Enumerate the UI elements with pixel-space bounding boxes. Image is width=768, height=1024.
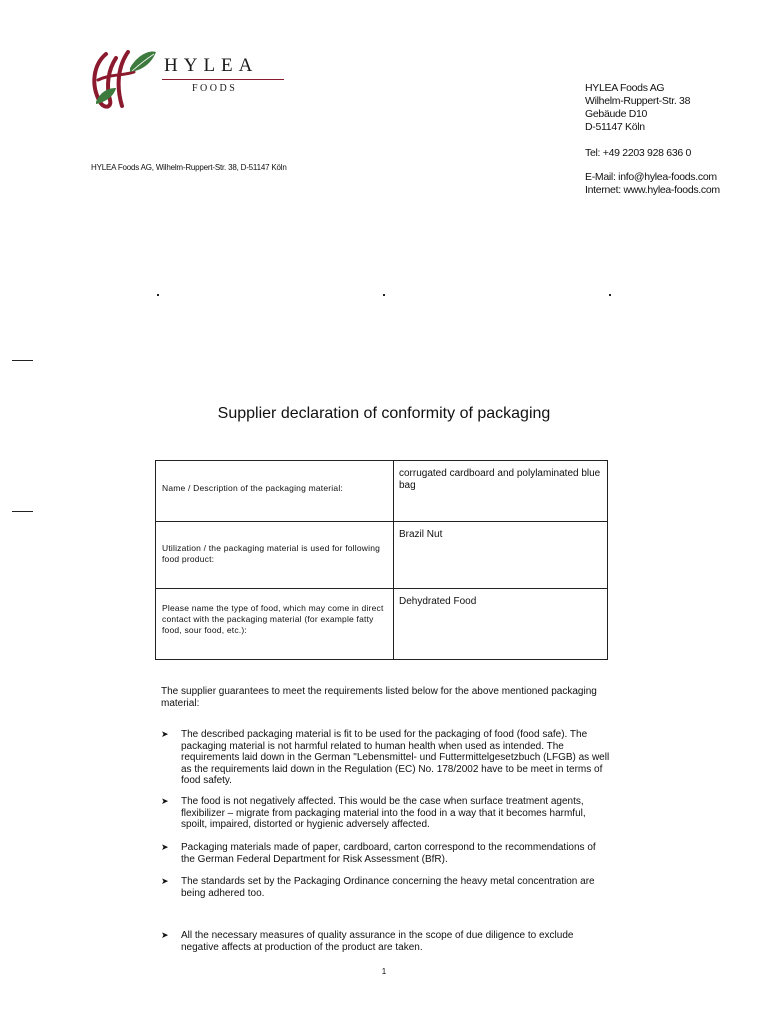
list-item-text: The described packaging material is fit to be used for the packaging of food (food safe). The packaging material is not harmful related to human health when used as intended. The requirements laid down in the German "Lebensmittel- und Futtermittelgesetzbuch (LFGB) as well as the requirements laid down in the Regulation (EC) No. 178/2002 have to be meet in terms of food safety. [181,729,610,786]
list-item-text: The standards set by the Packaging Ordinance concerning the heavy metal concentration are being adhered too. [181,876,595,899]
table-question-cell [156,461,394,522]
guide-dot [157,294,159,296]
table-answer-cell: Dehydrated Food [394,589,608,660]
table-row [156,522,608,589]
arrowhead-bullet-icon: ➤ [161,729,169,739]
document-title: Supplier declaration of conformity of packaging [217,405,551,422]
logo-subtitle: FOODS [192,83,238,94]
address-building: Gebäude D10 [585,108,648,120]
company-logo [88,46,288,112]
address-spacer [585,134,720,147]
address-company: HYLEA Foods AG [585,82,665,94]
logo-wordmark: HYLEA [164,55,259,76]
address-city: D-51147 Köln [585,121,645,133]
table-question-cell [156,589,394,660]
arrowhead-bullet-icon: ➤ [161,842,169,852]
fold-mark [12,511,33,512]
address-tel: Tel: +49 2203 928 636 0 [585,147,692,159]
table-question-cell [156,522,394,589]
list-item-text: The food is not negatively affected. This would be the case when surface treatment agents, flexibilizer – migrate from packaging material into the food in a way that it becomes harmful, spoilt, impaired, distorted or hygienic adversely affected. [181,796,586,830]
address-internet: Internet: www.hylea-foods.com [585,184,720,196]
table-answer-cell: Brazil Nut [394,522,608,589]
arrowhead-bullet-icon: ➤ [161,930,169,940]
list-item-text: Packaging materials made of paper, cardboard, carton correspond to the recommendations of the German Federal Department for Risk Assessment (BfR). [181,842,596,865]
sender-return-address: HYLEA Foods AG, Wilhelm-Ruppert-Str. 38, D-51147 Köln [91,163,287,172]
guide-dot [609,294,611,296]
declaration-table [155,460,608,660]
table-row [156,589,608,660]
address-email: E-Mail: info@hylea-foods.com [585,171,717,183]
page-number: 1 [381,967,387,976]
logo-divider [162,79,284,80]
address-street: Wilhelm-Ruppert-Str. 38 [585,95,691,107]
table-answer-cell: corrugated cardboard and polylaminated blue bag [394,461,608,522]
guide-dot [383,294,385,296]
arrowhead-bullet-icon: ➤ [161,796,169,806]
question-text: Name / Description of the packaging material: [162,483,343,493]
address-spacer [585,160,720,171]
intro-paragraph: The supplier guarantees to meet the requirements listed below for the above mentioned packaging material: [161,686,597,709]
table-row [156,461,608,522]
fold-mark [12,360,33,361]
question-text: Please name the type of food, which may come in direct contact with the packaging material (for example fatty food, sour food, etc.): [162,603,384,635]
arrowhead-bullet-icon: ➤ [161,876,169,886]
hylea-leaf-logo-icon [88,46,158,112]
list-item-text: All the necessary measures of quality assurance in the scope of due diligence to exclude negative affects at production of the product are taken. [181,930,574,953]
question-text: Utilization / the packaging material is used for following food product: [162,543,381,564]
company-address-block [585,82,720,197]
